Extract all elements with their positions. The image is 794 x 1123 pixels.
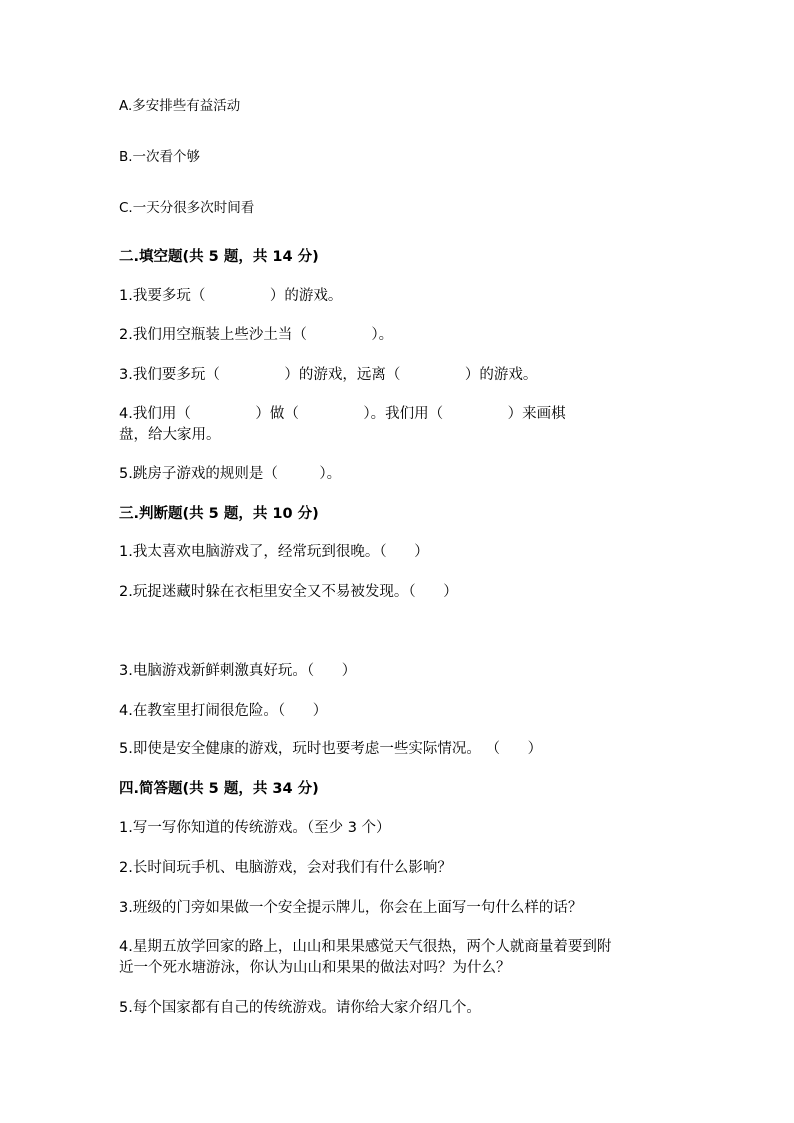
section-heading-judgement: 三.判断题(共 5 题，共 10 分) (119, 506, 319, 522)
short-question-3: 3.班级的门旁如果做一个安全提示牌儿，你会在上面写一句什么样的话？ (119, 900, 583, 916)
short-question-1: 1.写一写你知道的传统游戏。（至少 3 个） (119, 820, 391, 836)
fill-question-4-line-1: 4.我们用（ ）做（ ）。我们用（ ）来画棋 (119, 406, 566, 422)
fill-question-4-line-2: 盘，给大家用。 (119, 427, 221, 443)
section-heading-fill-blank: 二.填空题(共 5 题，共 14 分) (119, 249, 319, 265)
judge-question-2: 2.玩捉迷藏时躲在衣柜里安全又不易被发现。（ ） (119, 584, 458, 600)
option-b: B.一次看个够 (119, 149, 201, 165)
judge-question-3: 3.电脑游戏新鲜刺激真好玩。（ ） (119, 663, 357, 679)
short-question-4-line-1: 4.星期五放学回家的路上，山山和果果感觉天气很热，两个人就商量着要到附 (119, 939, 612, 955)
fill-question-3: 3.我们要多玩（ ）的游戏，远离（ ）的游戏。 (119, 367, 538, 383)
fill-question-5: 5.跳房子游戏的规则是（ ）。 (119, 466, 342, 482)
fill-question-1: 1.我要多玩（ ）的游戏。 (119, 288, 343, 304)
judge-question-4: 4.在教室里打闹很危险。（ ） (119, 703, 328, 719)
judge-question-5: 5.即使是安全健康的游戏，玩时也要考虑一些实际情况。 （ ） (119, 741, 543, 757)
fill-question-2: 2.我们用空瓶装上些沙土当（ ）。 (119, 327, 394, 343)
judge-question-1: 1.我太喜欢电脑游戏了，经常玩到很晚。（ ） (119, 544, 429, 560)
option-c: C.一天分很多次时间看 (119, 200, 255, 216)
section-heading-short-answer: 四.简答题(共 5 题，共 34 分) (119, 781, 319, 797)
option-a: A.多安排些有益活动 (119, 98, 241, 114)
short-question-2: 2.长时间玩手机、电脑游戏，会对我们有什么影响？ (119, 860, 452, 876)
short-question-5: 5.每个国家都有自己的传统游戏。请你给大家介绍几个。 (119, 1000, 481, 1016)
short-question-4-line-2: 近一个死水塘游泳，你认为山山和果果的做法对吗？为什么？ (119, 960, 511, 976)
